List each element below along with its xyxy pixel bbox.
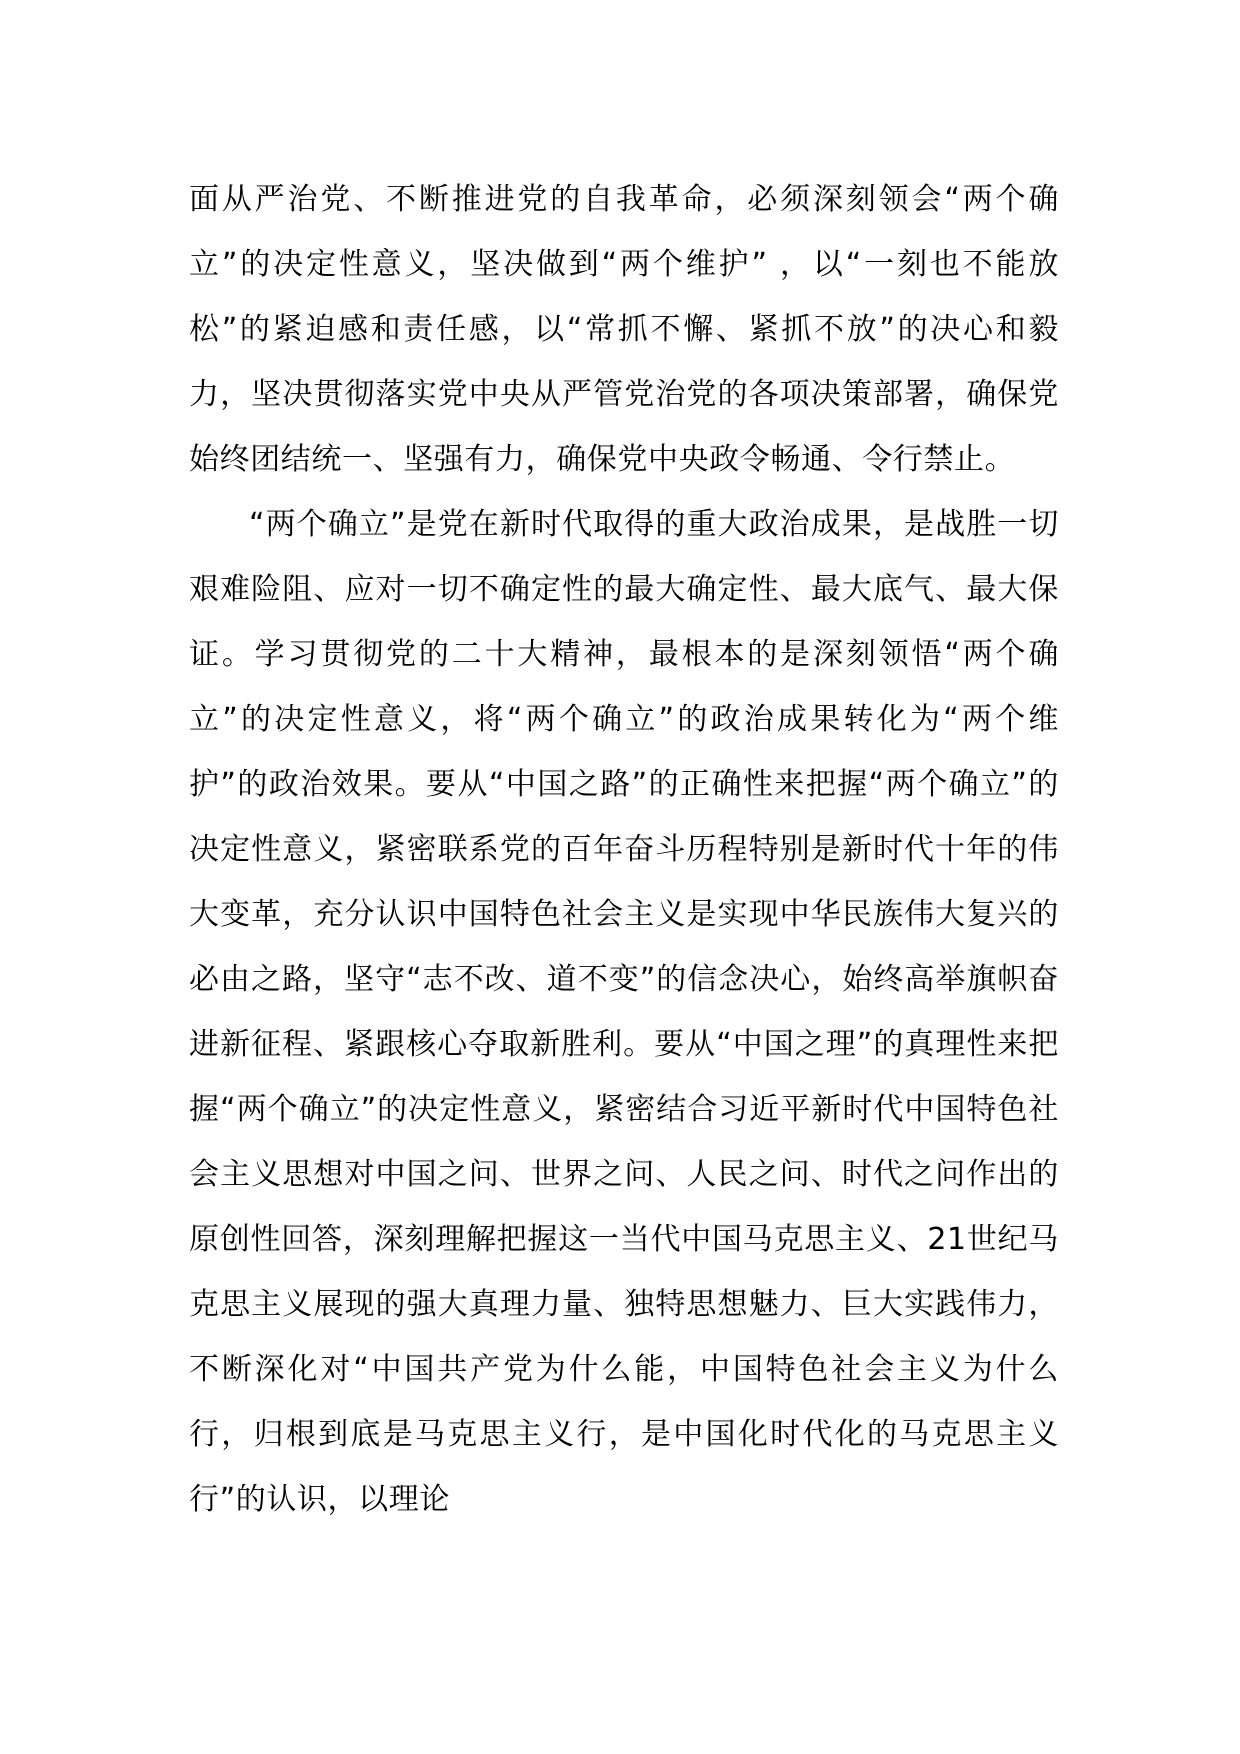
document-body xyxy=(189,167,1059,1532)
paragraph-continued: 面从严治党、不断推进党的自我革命，必须深刻领会“两个确立”的决定性意义，坚决做到“两个维护” ，以“一刻也不能放松”的紧迫感和责任感，以“常抓不懈、紧抓不放”的决心和毅力，坚决贯彻落实党中央从严管党治党的各项决策部署，确保党始终团结统一、坚强有力，确保党中央政令畅通、令行禁止。 xyxy=(189,182,1059,477)
paragraph-two-establishments: “两个确立”是党在新时代取得的重大政治成果，是战胜一切艰难险阻、应对一切不确定性的最大确定性、最大底气、最大保证。学习贯彻党的二十大精神，最根本的是深刻领悟“两个确立”的决定性意义，将“两个确立”的政治成果转化为“两个维护”的政治效果。要从“中国之路”的正确性来把握“两个确立”的决定性意义，紧密联系党的百年奋斗历程特别是新时代十年的伟大变革，充分认识中国特色社会主义是实现中华民族伟大复兴的必由之路，坚守“志不改、道不变”的信念决心，始终高举旗帜奋进新征程、紧跟核心夺取新胜利。要从“中国之理”的真理性来把握“两个确立”的决定性意义，紧密结合习近平新时代中国特色社会主义思想对中国之问、世界之问、人民之问、时代之问作出的原创性回答，深刻理解把握这一当代中国马克思主义、21世纪马克思主义展现的强大真理力量、独特思想魅力、巨大实践伟力，不断深化对“中国共产党为什么能，中国特色社会主义为什么行，归根到底是马克思主义行，是中国化时代化的马克思主义行”的认识，以理论 xyxy=(189,507,1059,1517)
